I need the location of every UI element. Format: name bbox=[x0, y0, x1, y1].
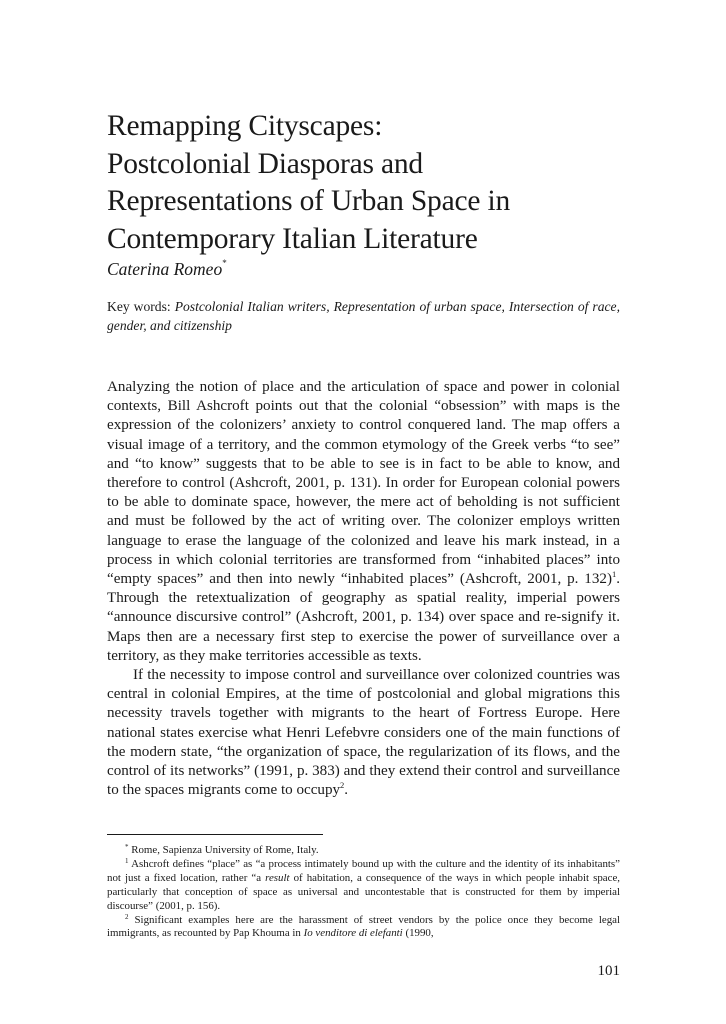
footnote-ref-1: 1 bbox=[611, 569, 617, 580]
author-footnote-marker: * bbox=[222, 258, 227, 268]
author-name: Caterina Romeo bbox=[107, 259, 223, 279]
footnote-text: Ashcroft defines “place” as “a process intimately bound up with the culture and the identity of its inhabitants” not just a fixed location, rather “a bbox=[107, 857, 620, 884]
footnote-author bbox=[107, 844, 620, 858]
footnote-book-title: Io venditore di elefanti bbox=[303, 927, 403, 940]
footnote-1 bbox=[107, 858, 620, 914]
article-title bbox=[107, 108, 620, 258]
keywords-text: Postcolonial Italian writers, Representation of urban space, Intersection of race, gender, and citizenship bbox=[107, 299, 620, 333]
paragraph-2 bbox=[107, 666, 620, 800]
body-text bbox=[107, 378, 620, 800]
paragraph-1-text-a: Analyzing the notion of place and the articulation of space and power in colonial contexts, Bill Ashcroft points out that the colonial “obsession” with maps is the expression of the colonizers’ anxiety to control conquered land. The map offers a visual image of a territory, and the common etymology of the Greek verbs “to see” and “to know” suggests that to be able to see is in fact to be able to know, and therefore to control (Ashcroft, 2001, p. 131). In order for European colonial powers to be able to dominate space, however, the mere act of beholding is not sufficient and must be followed by the act of writing over. The colonizer employs written language to erase the language of the colonized and leave his mark instead, in a process in which colonial territories are transformed from “inhabited places” into “empty spaces” and then into newly “inhabited places” (Ashcroft, 2001, p. 132) bbox=[107, 379, 620, 588]
author-line bbox=[107, 258, 227, 280]
footnote-divider bbox=[107, 834, 323, 835]
footnote-mark: 2 bbox=[125, 912, 129, 921]
paragraph-2-text-b: . bbox=[344, 782, 349, 799]
keywords-label: Key words: bbox=[107, 299, 175, 314]
footnote-emphasis: result bbox=[265, 871, 290, 884]
footnote-ref-2: 2 bbox=[340, 780, 345, 791]
paragraph-1 bbox=[107, 378, 620, 666]
title-line: Remapping Cityscapes: bbox=[107, 110, 383, 142]
footnote-text: (1990, bbox=[402, 927, 434, 940]
keywords bbox=[107, 297, 620, 335]
paragraph-2-text-a: If the necessity to impose control and surveillance over colonized countries was central in colonial Empires, at the time of postcolonial and global migrations this necessity travels together with migrants to the heart of Fortress Europe. Here national states exercise what Henri Lefebvre considers one of the main functions of the modern state, “the organization of space, the regularization of its flows, and the control of its networks” (1991, p. 383) and they extend their control and surveillance to the spaces migrants come to occupy bbox=[107, 667, 620, 799]
page-number: 101 bbox=[597, 963, 620, 979]
footnote-text: of habitation, a consequence of the ways in which people inhabit space, particularly that conception of space as universal and uncontestable that is constructed for them by imperial discourse” (2001, p. 156). bbox=[107, 871, 620, 912]
title-line: Representations of Urban Space in bbox=[107, 185, 511, 217]
footnote-2 bbox=[107, 914, 620, 942]
title-line: Contemporary Italian Literature bbox=[107, 222, 478, 255]
footnote-mark: * bbox=[125, 843, 129, 851]
footnote-mark: 1 bbox=[125, 856, 129, 865]
footnote-text: Rome, Sapienza University of Rome, Italy. bbox=[128, 844, 319, 856]
paragraph-1-text-b: . Through the retextualization of geography as spatial reality, imperial powers “announce discursive control” (Ashcroft, 2001, p. 134) over space and re-signify it. Maps then are a necessary first step to exercise the power of surveillance over a territory, as they make territories accessible as texts. bbox=[107, 571, 620, 664]
footnote-text: Significant examples here are the harassment of street vendors by the police once they become legal immigrants, as recounted by Pap Khouma in bbox=[107, 913, 620, 940]
title-line: Postcolonial Diasporas and bbox=[107, 147, 423, 180]
footnotes bbox=[107, 844, 620, 941]
